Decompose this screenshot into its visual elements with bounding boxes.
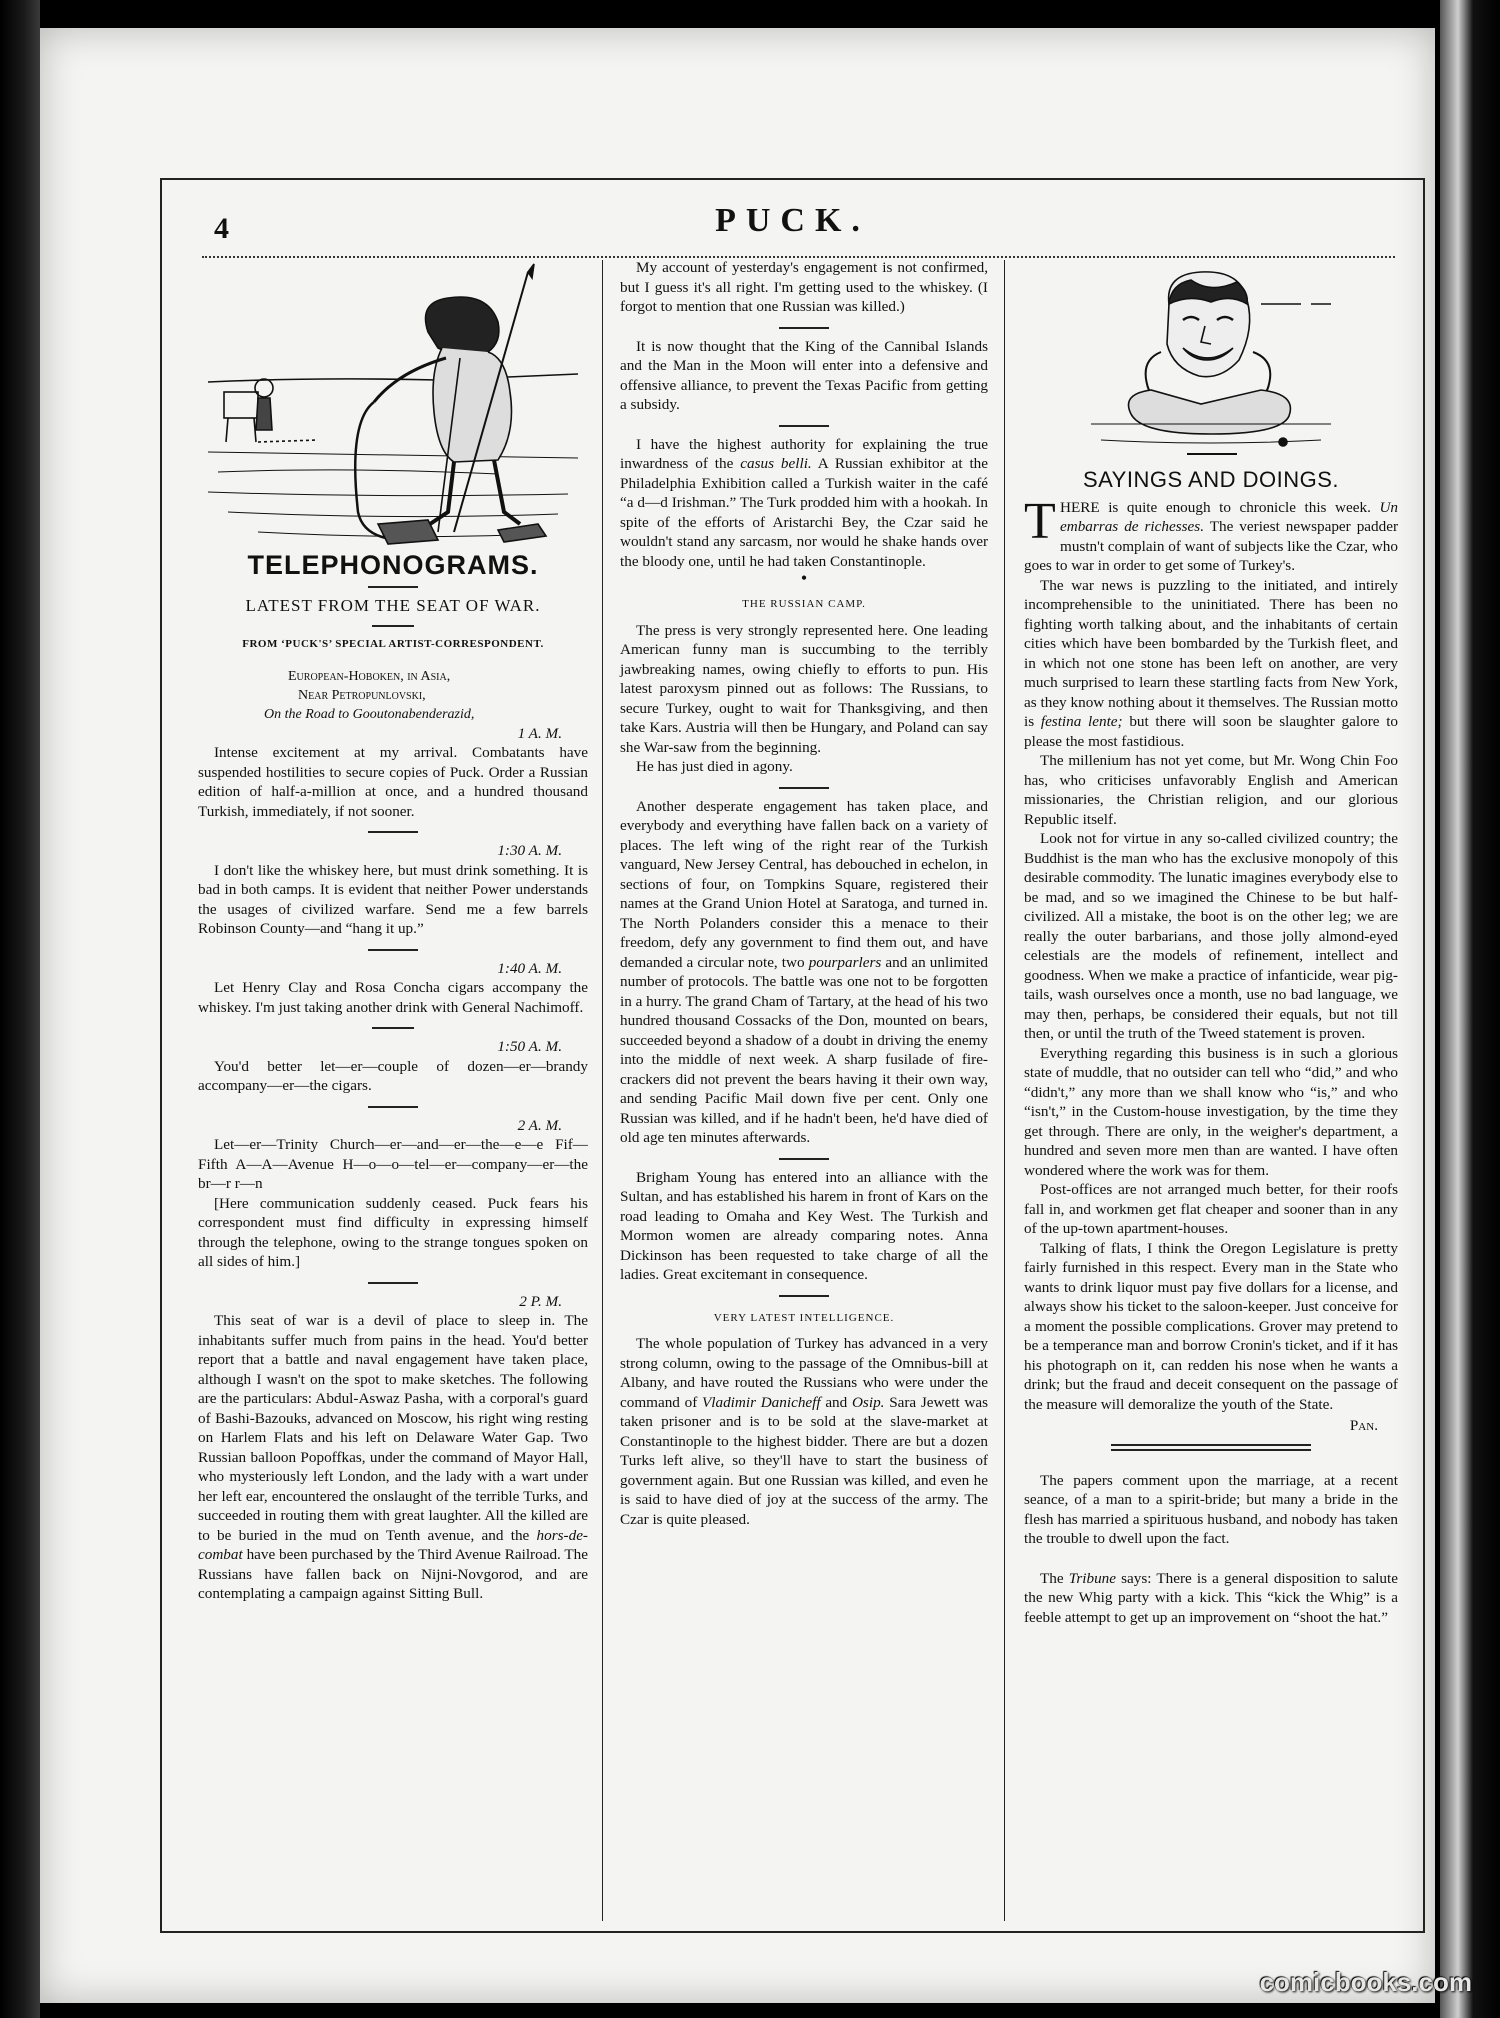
page-number: 4 <box>214 212 229 245</box>
column-paragraph: The papers comment upon the marriage, at a recent seance, of a man to a spirit-bride; but many a bride in the flesh has married a spirituous husband, and nobody has taken the trouble to dwell upon the fact. <box>1024 1471 1398 1547</box>
dispatch-paragraph: Let Henry Clay and Rosa Concha cigars accompany the whiskey. I'm just taking another drink with General Nachimoff. <box>198 979 588 1016</box>
text: The war news is puzzling to the initiated, and intirely incomprehensible to the uninitiated. There has been no fighting worth talking about, and the inhabitants of certain cities which have been bombarded by the Turkish fleet, and in which not one stone has been left on another, are very much surprised to learn these startling facts from New York, as they know nothing about it themselves. The Russian motto is <box>1024 576 1398 730</box>
rule <box>372 1027 414 1029</box>
article-paragraph <box>620 1334 988 1529</box>
scan-edge-left <box>0 0 40 2018</box>
text: Another desperate engagement has taken place, and everybody and everything have fallen back on a variety of places. The left wing of the right rear of the Turkish vanguard, New Jersey Central, has debouched in echelon, in sections of four, on Tompkins Square, registered their names at the Grand Union Hotel at Saratoga, and turned in. The North Polanders consider this a menace to their freedom, defy any government to find them out, and have demanded a circular note, two <box>620 797 988 971</box>
text: This seat of war is a devil of place to sleep in. The inhabitants suffer much from pains in the head. You'd better report that a battle and naval engagement have taken place, although I wasn't on the spot to make sketches. The following are the particulars: Abdul-Aswaz Pasha, with a corporal's guard of Bashi-Bazouks, advanced on Moscow, his right wing resting on Harlem Flats and his left on Delaware Water Gap. Two Russian balloon Popoffkas, under the command of Mayor Hall, who mysteriously left London, and the lady with a wart under her left ear, encountered the onslaught of the terrible Turks, and succeeded in routing them with great laughter. All the killed are to be buried in the mud on Tenth avenue, and the <box>198 1312 588 1544</box>
laughing-man-illustration <box>1061 264 1361 464</box>
newspaper-title: PUCK. <box>715 202 870 239</box>
article-paragraph: The press is very strongly represented here. One leading American funny man is succumbing to the terribly jawbreaking names, owing chiefly to efforts to pun. His latest paroxysm pinned out as follows: The Russians, to secure Turkey, ought to wait for Thanksgiving, and then take Kars. Austria will then be Hungary, and Poland can say she War-saw from the beginning. <box>620 621 988 756</box>
article-paragraph <box>620 797 988 1148</box>
italic-phrase: Osip. <box>851 1393 885 1411</box>
column-1 <box>198 258 588 1923</box>
column-paragraph: Post-offices are not arranged much better, for their roofs fall in, and workmen get flat cheaper and sooner than in any of the up-town apartment-houses. <box>1024 1181 1398 1237</box>
text: A Russian exhibitor at the Philadelphia Exhibition called a Turkish waiter in the café “a d—d Irishman.” The Turk prodded him with a hookah. In spite of the efforts of Aristarchi Bey, the Czar said he wouldn't stand any sarcasm, nor would he shake hands over the bloody one, until he had taken Constantinople. <box>620 455 988 570</box>
italic-phrase: Vladimir Danicheff <box>701 1393 821 1411</box>
column-2 <box>620 258 988 1923</box>
rule <box>372 625 414 627</box>
page-frame <box>160 178 1425 1933</box>
rule <box>779 1295 829 1297</box>
italic-phrase: casus belli. <box>740 455 812 472</box>
column-paragraph: Look not for virtue in any so-called civilized country; the Buddhist is the man who has the exclusive monopoly of this desirable commodity. The lunatic imagines everybody else to be mad, and so we imagined the Chinese to be but half-civilized. All a mistake, the boot is on the other leg; we are really the outer barbarians, and those jolly almond-eyed celestials are the models of refinement, intellect and goodness. When we make a practice of infanticide, wear pig-tails, wash ourselves once a month, use no bad language, we may then, perhaps, be considered their equals, but not till then, or until the truth of the Tweed statement is proven. <box>1024 830 1398 1042</box>
text: but there will soon be slaughter galore to please the most fastidious. <box>1024 713 1399 750</box>
text: and <box>825 1393 848 1411</box>
article-paragraph <box>620 435 988 572</box>
text: I have the highest authority for explaining the true inwardness of the <box>620 435 988 472</box>
dispatch-paragraph: Intense excitement at my arrival. Combatants have suspended hostilities to secure copies of Puck. Order a Russian edition of half-a-million at once, and a hundred thousand Turkish, immediately, if not sooner. <box>198 744 588 820</box>
italic-phrase: Un embarras de richesses. <box>1060 498 1398 535</box>
text: The <box>1040 1569 1064 1587</box>
italic-phrase: festina lente; <box>1040 713 1123 730</box>
rule <box>368 1106 418 1108</box>
column-paragraph: Talking of flats, I think the Oregon Legislature is pretty fairly furnished in this respect. Every man in the State who wants to drink liquor must pay five dollars for a license, and always show his ticket to the saloon-keeper. Just conceive for a moment the possible complications. Grover may pretend to be a temperance man and borrow Cronin's ticket, and if it has his photograph on it, can redden his nose when he wants a drink; but the fraud and deceit consequent on the passage of the measure will demoralize the youth of the State. <box>1024 1239 1398 1413</box>
dateline-line-3: On the Road to Gooutonabenderazid, <box>264 706 475 722</box>
timestamp: 1:40 A. M. <box>497 959 562 977</box>
drop-cap: T <box>1024 492 1056 550</box>
column-paragraph <box>1024 576 1398 752</box>
italic-phrase: pourparlers <box>808 953 882 971</box>
scan-edge-right <box>1440 0 1500 2018</box>
text: The veriest newspaper padder mustn't complain of want of subjects like the Czar, who goes to war in order to get some of Turkey's. <box>1024 518 1399 574</box>
masthead <box>162 188 1423 248</box>
column-divider-2 <box>1004 260 1005 1921</box>
text: have been purchased by the Third Avenue Railroad. The Russians have fallen back on Nijni-Novgorod, and are contemplating a campaign against Sitting Bull. <box>198 1546 589 1602</box>
text: HERE is quite enough to chronicle this week. <box>1060 498 1371 516</box>
article-paragraph: He has just died in agony. <box>636 758 793 775</box>
timestamp: 1:30 A. M. <box>497 842 562 859</box>
rule <box>779 425 829 427</box>
timestamp: 2 P. M. <box>519 1292 562 1310</box>
cossack-soldier-illustration <box>198 262 588 552</box>
text: and an unlimited number of protocols. The battle was one not to be forgotten in a hurry. The grand Cham of Tartary, at the head of his two hundred thousand Cossacks of the Don, mounted on bears, succeeded beyond a shadow of a doubt in driving the enemy into the middle of next week. A sharp fusilade of fire-crackers did not prevent the bears having it their own way, and sending Pacific Mail down five per cent. Only one Russian was killed, and if he hadn't been, he'd have died of old age ten minutes afterwards. <box>620 953 989 1146</box>
rule <box>368 1282 418 1284</box>
spacer <box>1024 1549 1398 1569</box>
article-paragraph: Brigham Young has entered into an alliance with the Sultan, and has established his harem in front of Kars on the road leading to Omaha and Key West. The Turkish and Mormon women are already comparing notes. Anna Dickinson has been requested to take charge of all the ladies. Great excitemant in consequence. <box>620 1168 988 1283</box>
column-divider-1 <box>602 260 603 1921</box>
double-rule <box>1111 1444 1311 1451</box>
column-3 <box>1024 258 1398 1923</box>
column-paragraph: Everything regarding this business is in such a glorious state of muddle, that no outsider can tell who “did,” and who “didn't,” any more than we shall know who “is,” and who “isn't,” in the Custom-house investigation, by the time they get through. There are only, in the weigher's department, a hundred and seven more men than are wanted. I have often wondered where the work was for them. <box>1024 1044 1398 1179</box>
telephonograms-heading: TELEPHONOGRAMS. <box>247 550 539 580</box>
latest-intelligence-heading: VERY LATEST INTELLIGENCE. <box>713 1311 895 1324</box>
text: Sara Jewett was taken prisoner and is to be sold at the slave-market at Constantinople to the highest bidder. There are but a dozen Turks left alive, so they'll have to start the business of government again. But one Russian was killed, and even he is said to have died of joy at the success of the army. The Czar is quite pleased. <box>620 1393 989 1528</box>
italic-phrase: Tribune <box>1068 1569 1117 1587</box>
rule <box>779 1158 829 1160</box>
rule <box>368 586 418 588</box>
war-subheading: LATEST FROM THE SEAT OF WAR. <box>245 595 541 615</box>
timestamp: 1 A. M. <box>517 724 562 742</box>
dispatch-paragraph <box>198 1311 588 1604</box>
rule <box>779 327 829 329</box>
correspondent-credit: FROM ‘PUCK'S’ SPECIAL ARTIST-CORRESPONDENT. <box>242 638 544 650</box>
author-signature: Pan. <box>1349 1417 1378 1434</box>
timestamp: 2 A. M. <box>517 1116 562 1134</box>
dispatch-paragraph: Let—er—Trinity Church—er—and—er—the—e—e Fif—Fifth A—A—Avenue H—o—o—tel—er—company—er—the br—r r—n <box>198 1136 588 1192</box>
separator-dot: • <box>800 568 808 588</box>
text: says: There is a general disposition to salute the new Whig party with a kick. This “kick the Whig” is a feeble attempt to get up an improvement on “shoot the hat.” <box>1024 1569 1398 1626</box>
timestamp: 1:50 A. M. <box>497 1038 562 1055</box>
article-paragraph: My account of yesterday's engagement is not confirmed, but I guess it's all right. I'm getting used to the whiskey. (I forgot to mention that one Russian was killed.) <box>620 259 988 315</box>
dispatch-paragraph: You'd better let—er—couple of dozen—er—brandy accompany—er—the cigars. <box>198 1057 588 1094</box>
column-paragraph <box>1024 1569 1398 1628</box>
italic-phrase: hors-de-combat <box>198 1526 588 1563</box>
dispatch-paragraph: I don't like the whiskey here, but must drink something. It is bad in both camps. It is evident that neither Power understands the usages of civilized warfare. Send me a few barrels Robinson County—and “hang it up.” <box>198 861 588 937</box>
russian-camp-heading: THE RUSSIAN CAMP. <box>742 598 866 610</box>
dateline-line-1: European-Hoboken, in Asia, <box>288 668 451 684</box>
rule <box>779 787 829 789</box>
newspaper-page <box>40 28 1435 2003</box>
column-paragraph <box>1024 492 1399 576</box>
rule <box>368 831 418 833</box>
dispatch-paragraph: [Here communication suddenly ceased. Puck fears his correspondent must find difficulty in expressing himself through the telephone, owing to the strange tongues spoken on all sides of him.] <box>198 1194 588 1270</box>
rule <box>368 949 418 951</box>
site-watermark: comicbooks.com <box>1259 1967 1472 1997</box>
sayings-and-doings-heading: SAYINGS AND DOINGS. <box>1082 467 1340 492</box>
dateline-line-2: Near Petropunlovski, <box>298 687 426 703</box>
text: The whole population of Turkey has advanced in a very strong column, owing to the passage of the Omnibus-bill at Albany, and have routed the Russians who were under the command of <box>620 1335 988 1411</box>
column-paragraph: The millenium has not yet come, but Mr. Wong Chin Foo has, who criticises unfavorably English and American missionaries, the Christian religion, and our glorious Republic itself. <box>1024 752 1398 828</box>
article-paragraph: It is now thought that the King of the Cannibal Islands and the Man in the Moon will enter into a defensive and offensive alliance, to prevent the Texas Pacific from getting a subsidy. <box>620 337 988 413</box>
